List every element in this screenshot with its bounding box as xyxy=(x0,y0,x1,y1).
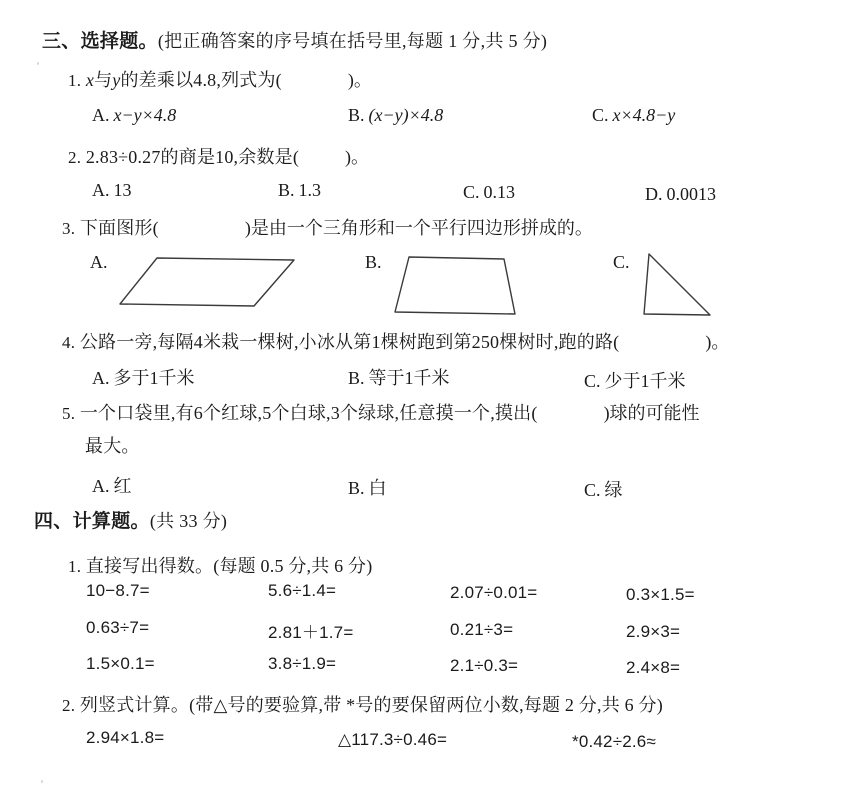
question-5-answer-blank[interactable]: )球的可能性 xyxy=(603,403,700,423)
question-4-number: 4. xyxy=(62,333,76,352)
question-5-option-c[interactable] xyxy=(584,476,623,502)
subsection-1-note: (每题 0.5 分,共 6 分) xyxy=(213,556,373,576)
subsection-2-heading xyxy=(62,691,663,717)
section-three-note: (把正确答案的序号填在括号里,每题 1 分,共 5 分) xyxy=(157,31,548,51)
option-text: 绿 xyxy=(604,480,623,500)
question-1-number: 1. xyxy=(68,71,82,90)
calc-item[interactable]: 0.3×1.5= xyxy=(626,585,695,604)
question-3-stem xyxy=(62,214,593,240)
calc-item[interactable]: 2.94×1.8= xyxy=(86,728,165,747)
question-1-var-y: y xyxy=(112,70,121,90)
section-four-title: 四、计算题。 xyxy=(34,511,150,532)
option-text: 等于1千米 xyxy=(368,368,450,388)
question-3-number: 3. xyxy=(62,219,76,238)
subsection-2-note: (带△号的要验算,带 *号的要保留两位小数,每题 2 分,共 6 分) xyxy=(189,695,663,715)
section-four-note: (共 33 分) xyxy=(149,511,228,531)
option-tag: B. xyxy=(348,105,365,125)
subsection-1-title: 直接写出得数。 xyxy=(85,556,214,576)
option-text: x−y×4.8 xyxy=(113,105,177,125)
calc-item[interactable]: 5.6÷1.4= xyxy=(268,581,337,600)
calc-item[interactable]: 0.63÷7= xyxy=(86,618,150,637)
question-5-stem xyxy=(62,399,700,425)
question-2-option-a[interactable] xyxy=(92,180,132,201)
shape-option-a[interactable] xyxy=(117,254,327,314)
question-2-text: 2.83÷0.27的商是10,余数是( xyxy=(85,147,300,167)
shape-option-a-tag: A. xyxy=(90,252,108,272)
option-text: 多于1千米 xyxy=(113,368,195,388)
question-1-option-a[interactable] xyxy=(92,105,176,126)
option-tag: C. xyxy=(592,105,609,125)
question-1-text-before: 与 xyxy=(94,70,113,90)
subsection-1-heading xyxy=(68,552,372,578)
calc-item[interactable]: 2.4×8= xyxy=(626,658,681,677)
option-text: 0.13 xyxy=(483,182,516,202)
section-three-title: 三、选择题。 xyxy=(42,31,158,52)
option-tag: B. xyxy=(348,478,365,498)
option-tag: C. xyxy=(463,182,480,202)
question-2-answer-blank[interactable]: )。 xyxy=(345,147,370,167)
question-5-option-a[interactable] xyxy=(92,472,132,498)
option-text: 13 xyxy=(113,180,132,200)
question-1-option-c[interactable] xyxy=(592,105,675,126)
calc-item[interactable]: 2.81＋1.7= xyxy=(268,623,354,642)
question-2-option-d[interactable] xyxy=(645,184,716,205)
question-5-stem-line2: 最大。 xyxy=(85,436,140,456)
question-1-option-b[interactable] xyxy=(348,105,443,126)
option-text: 0.0013 xyxy=(666,184,716,204)
question-4-option-b[interactable] xyxy=(348,364,450,390)
calc-item[interactable]: 2.9×3= xyxy=(626,622,681,641)
option-tag: A. xyxy=(92,476,110,496)
question-4-stem xyxy=(62,328,729,354)
question-2-number: 2. xyxy=(68,148,82,167)
shape-option-c[interactable] xyxy=(640,251,830,321)
subsection-2-number: 2. xyxy=(62,696,76,715)
question-5-option-b[interactable] xyxy=(348,474,387,500)
option-tag: B. xyxy=(348,368,365,388)
question-4-option-c[interactable] xyxy=(584,367,686,393)
calc-item[interactable]: 2.07÷0.01= xyxy=(450,583,538,602)
section-three-heading xyxy=(42,26,547,53)
option-text: x×4.8−y xyxy=(612,105,676,125)
shape-option-c-tag: C. xyxy=(613,252,630,272)
option-text: 1.3 xyxy=(298,180,322,200)
shape-option-b[interactable] xyxy=(392,253,582,319)
option-tag: A. xyxy=(92,105,110,125)
question-2-option-b[interactable] xyxy=(278,180,321,201)
subsection-2-title: 列竖式计算。 xyxy=(79,695,190,715)
question-5-number: 5. xyxy=(62,404,76,423)
question-4-option-a[interactable] xyxy=(92,364,195,390)
question-4-answer-blank[interactable]: )。 xyxy=(705,332,730,352)
option-text: 红 xyxy=(113,476,132,496)
option-tag: A. xyxy=(92,180,110,200)
calc-item[interactable]: △117.3÷0.46= xyxy=(338,730,448,749)
option-tag: D. xyxy=(645,184,663,204)
option-tag: C. xyxy=(584,371,601,391)
question-1-text-after: 的差乘以4.8,列式为( xyxy=(120,70,282,90)
option-tag: C. xyxy=(584,480,601,500)
calc-item[interactable]: 3.8÷1.9= xyxy=(268,654,337,673)
question-3-answer-blank[interactable]: )是由一个三角形和一个平行四边形拼成的。 xyxy=(244,218,593,238)
question-1-var-x: x xyxy=(85,70,95,90)
question-1-answer-blank[interactable]: )。 xyxy=(347,70,372,90)
calc-item[interactable]: 2.1÷0.3= xyxy=(450,656,519,675)
question-3-text: 下面图形( xyxy=(79,218,159,238)
question-2-option-c[interactable] xyxy=(463,182,515,203)
calc-item[interactable]: 0.21÷3= xyxy=(450,620,514,639)
calc-item[interactable]: 1.5×0.1= xyxy=(86,654,155,673)
calc-item[interactable]: 10−8.7= xyxy=(86,581,150,600)
option-text: 白 xyxy=(368,478,387,498)
scan-speck xyxy=(37,62,39,65)
option-tag: A. xyxy=(92,368,110,388)
question-5-text: 一个口袋里,有6个红球,5个白球,3个绿球,任意摸一个,摸出( xyxy=(79,403,538,423)
parallelogram-icon xyxy=(117,254,327,314)
subsection-1-number: 1. xyxy=(68,557,82,576)
trapezoid-icon xyxy=(392,253,582,319)
question-1-stem xyxy=(68,66,372,92)
triangle-icon xyxy=(640,251,830,321)
shape-option-b-tag: B. xyxy=(365,252,382,272)
option-tag: B. xyxy=(278,180,295,200)
option-text: 少于1千米 xyxy=(604,371,686,391)
calc-item[interactable]: *0.42÷2.6≈ xyxy=(572,732,656,751)
scan-speck xyxy=(41,780,43,783)
option-text: (x−y)×4.8 xyxy=(368,105,444,125)
question-4-text: 公路一旁,每隔4米栽一棵树,小冰从第1棵树跑到第250棵树时,跑的路( xyxy=(79,332,620,352)
section-four-heading xyxy=(34,506,227,533)
question-2-stem xyxy=(68,143,369,169)
